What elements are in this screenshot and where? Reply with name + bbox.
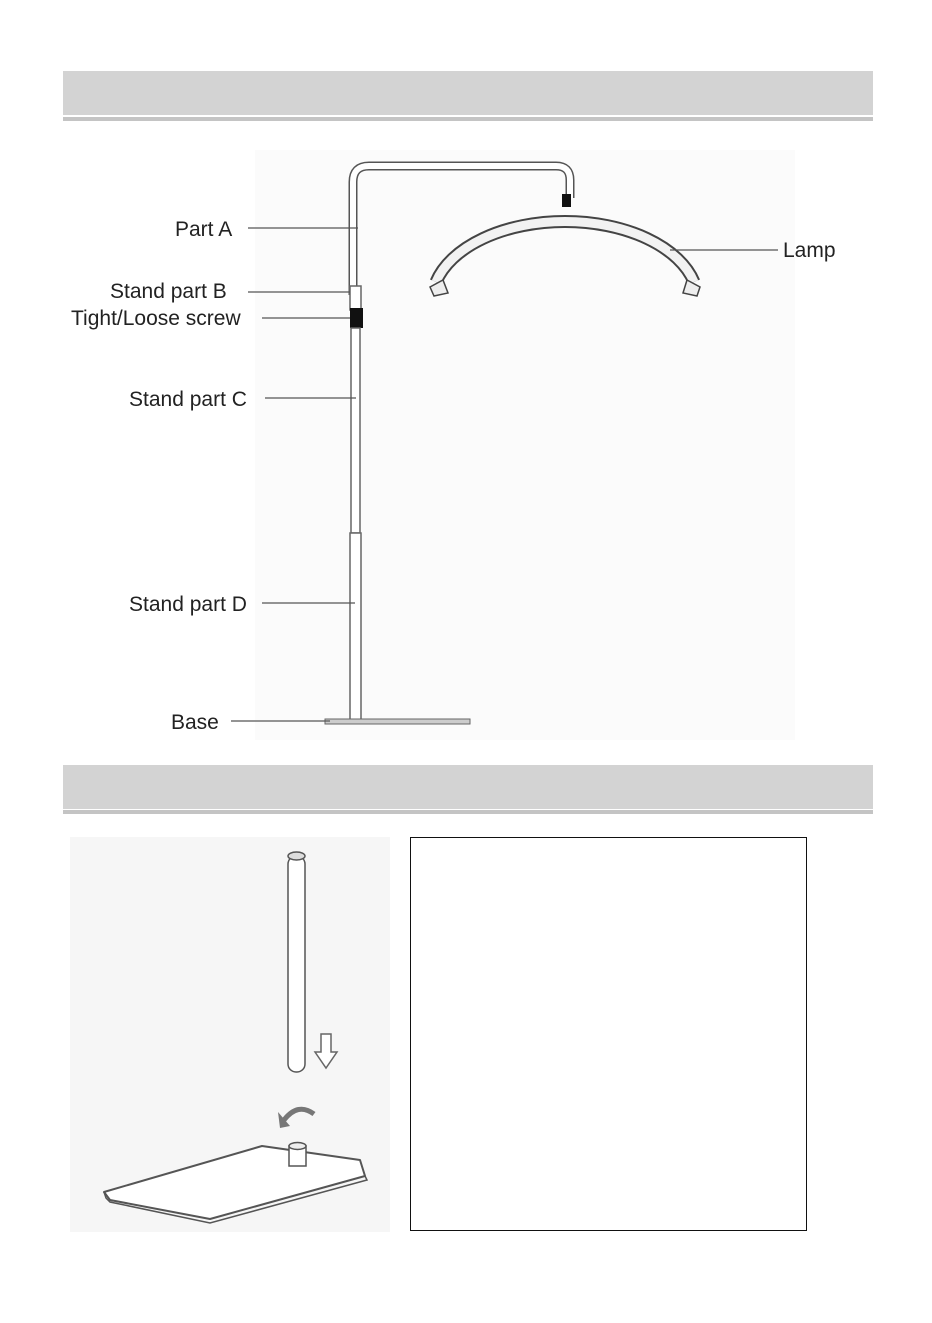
tube-illustration	[288, 856, 305, 1072]
label-stand-part-c: Stand part C	[129, 388, 247, 411]
stand-part-d	[350, 533, 361, 721]
label-stand-part-d: Stand part D	[129, 593, 247, 616]
base-plate	[325, 719, 470, 724]
stand-part-b	[350, 286, 361, 310]
tight-loose-screw	[350, 308, 363, 328]
label-stand-part-b: Stand part B	[110, 280, 227, 303]
instruction-box	[410, 837, 807, 1231]
label-part-a: Part A	[175, 218, 233, 241]
diagram-background	[255, 150, 795, 740]
label-base: Base	[171, 711, 219, 734]
lamp-connector	[562, 194, 571, 207]
label-lamp: Lamp	[783, 239, 836, 262]
stand-part-c	[351, 328, 360, 533]
label-tight-loose-screw: Tight/Loose screw	[71, 307, 241, 330]
